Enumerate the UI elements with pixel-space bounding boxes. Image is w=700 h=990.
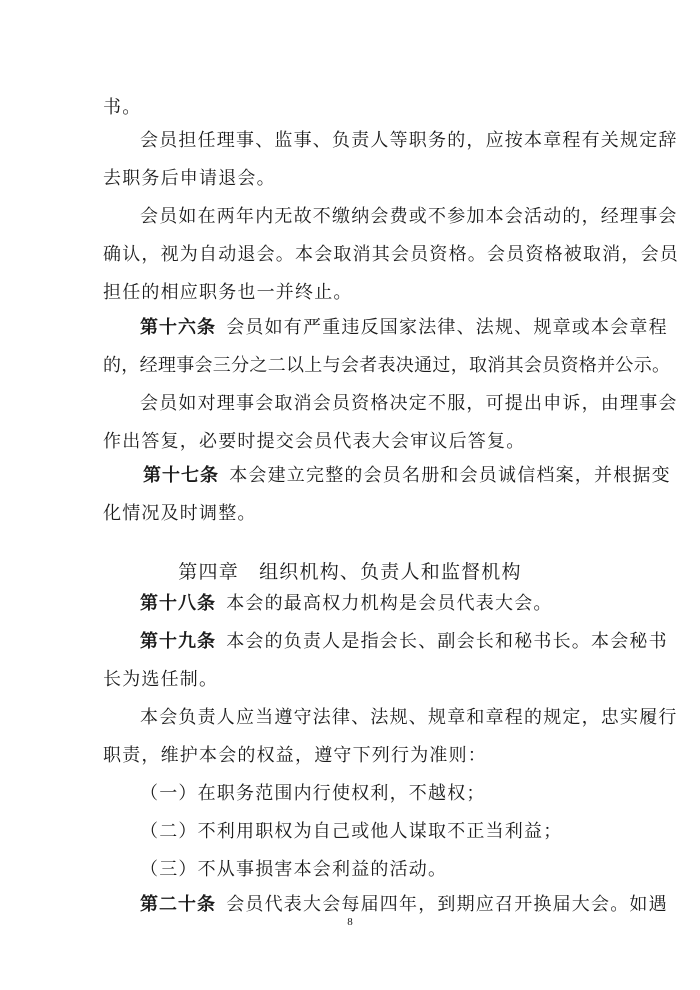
article-line [140, 316, 668, 340]
paragraph-line: 职责，维护本会的权益，遵守下列行为准则： [103, 745, 487, 766]
paragraph-line: 会员如对理事会取消会员资格决定不服，可提出申诉，由理事会 [140, 393, 678, 414]
list-item: （二）不利用职权为自己或他人谋取不正当利益； [140, 821, 563, 842]
paragraph-line: 的，经理事会三分之二以上与会者表决通过，取消其会员资格并公示。 [103, 355, 671, 376]
list-item: （三）不从事损害本会利益的活动。 [140, 859, 448, 880]
article-line [140, 893, 668, 917]
article-line [140, 630, 668, 654]
paragraph-line: 长为选任制。 [103, 669, 219, 690]
paragraph-line: 本会负责人应当遵守法律、法规、规章和章程的规定，忠实履行 [140, 707, 678, 728]
article-number: 第二十条 [140, 894, 216, 915]
article-text: 会员代表大会每届四年，到期应召开换届大会。如遇 [226, 894, 668, 915]
article-text: 会员如有严重违反国家法律、法规、规章或本会章程 [226, 317, 668, 338]
paragraph-line: 书。 [103, 97, 142, 118]
chapter-heading: 第四章 组织机构、负责人和监督机构 [178, 561, 522, 583]
article-line [140, 592, 640, 616]
paragraph-line: 会员担任理事、监事、负责人等职务的，应按本章程有关规定辞 [140, 130, 678, 151]
paragraph-line: 确认，视为自动退会。本会取消其会员资格。会员资格被取消，会员 [103, 244, 679, 265]
article-number: 第十八条 [140, 593, 216, 614]
list-item: （一）在职务范围内行使权利，不越权； [140, 783, 486, 804]
article-number: 第十六条 [140, 317, 216, 338]
paragraph-line: 担任的相应职务也一并终止。 [103, 282, 353, 303]
article-line [143, 464, 671, 488]
article-number: 第十七条 [143, 465, 219, 486]
article-text: 本会建立完整的会员名册和会员诚信档案，并根据变 [229, 465, 671, 486]
page-number: 8 [347, 916, 353, 928]
article-text: 本会的最高权力机构是会员代表大会。 [226, 593, 553, 614]
article-number: 第十九条 [140, 631, 216, 652]
paragraph-line: 化情况及时调整。 [103, 503, 257, 524]
article-text: 本会的负责人是指会长、副会长和秘书长。本会秘书 [226, 631, 668, 652]
paragraph-line: 作出答复，必要时提交会员代表大会审议后答复。 [103, 431, 526, 452]
paragraph-line: 去职务后申请退会。 [103, 168, 276, 189]
paragraph-line: 会员如在两年内无故不缴纳会费或不参加本会活动的，经理事会 [140, 206, 678, 227]
